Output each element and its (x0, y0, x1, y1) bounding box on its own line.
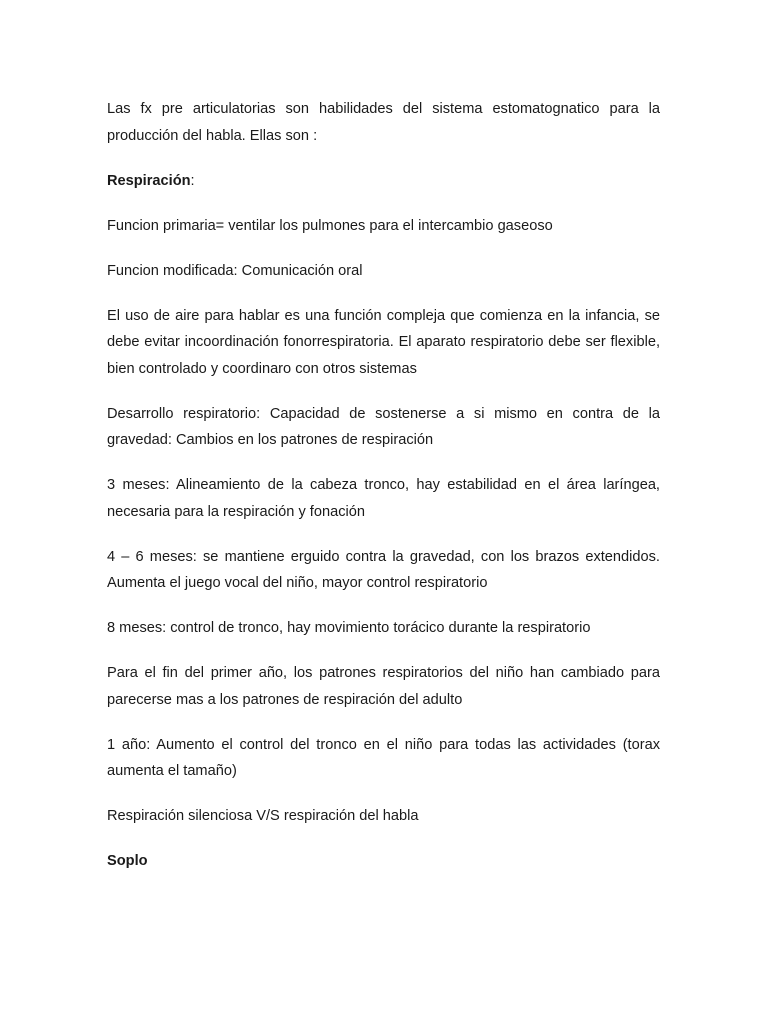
paragraph-funcion-modificada: Funcion modificada: Comunicación oral (107, 262, 363, 279)
paragraph-funcion-primaria: Funcion primaria= ventilar los pulmones para el intercambio gaseoso (107, 217, 553, 234)
paragraph-respiracion-silenciosa: Respiración silenciosa V/S respiración del habla (107, 808, 419, 824)
paragraph-uso-de-aire: El uso de aire para hablar es una función compleja que comienza en la infancia, se debe evitar incoordinación fonorrespiratoria. El aparato respiratorio debe ser flexible, bien controlado y coordinaro con otros sistemas (107, 307, 660, 377)
document-page (107, 96, 660, 893)
paragraph-4-6-meses: 4 – 6 meses: se mantiene erguido contra la gravedad, con los brazos extendidos. Aumenta el juego vocal del niño, mayor control respiratorio (107, 548, 660, 591)
heading-respiracion-colon: : (190, 172, 195, 189)
paragraph-8-meses: 8 meses: control de tronco, hay movimiento torácico durante la respiratorio (107, 620, 591, 636)
paragraph-1-ano: 1 año: Aumento el control del tronco en el niño para todas las actividades (torax aumenta el tamaño) (107, 736, 660, 779)
paragraph-fin-primer-ano: Para el fin del primer año, los patrones respiratorios del niño han cambiado para parecerse mas a los patrones de respiración del adulto (107, 665, 660, 708)
intro-paragraph: Las fx pre articulatorias son habilidades del sistema estomatognatico para la producción del habla. Ellas son : (107, 101, 660, 144)
paragraph-3-meses: 3 meses: Alineamiento de la cabeza tronco, hay estabilidad en el área laríngea, necesaria para la respiración y fonación (107, 477, 660, 520)
section-heading-soplo: Soplo (107, 853, 148, 869)
section-heading-respiracion (107, 168, 660, 195)
heading-respiracion-text: Respiración (107, 172, 191, 189)
paragraph-desarrollo-respiratorio: Desarrollo respiratorio: Capacidad de sostenerse a si mismo en contra de la gravedad: Cambios en los patrones de respiración (107, 405, 660, 448)
